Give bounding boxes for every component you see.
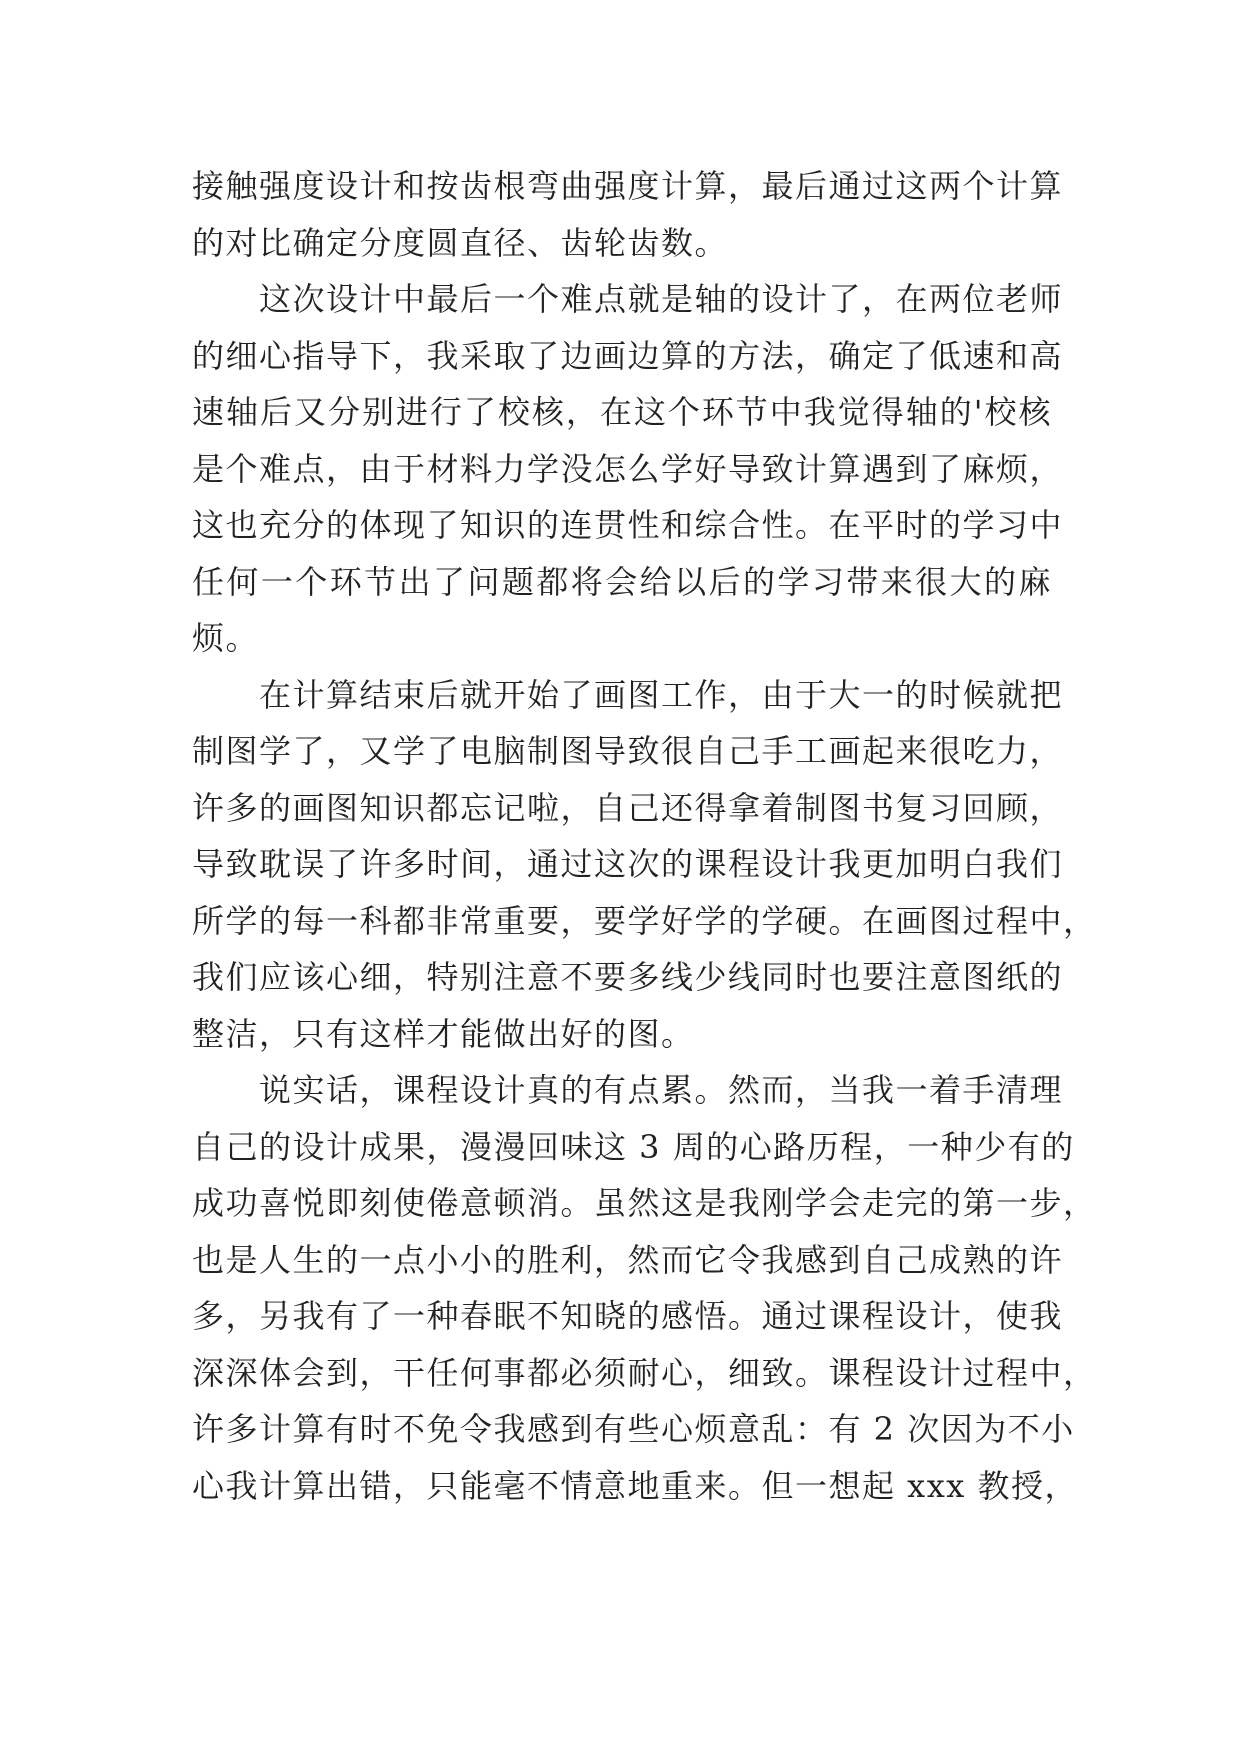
text-line: 是个难点，由于材料力学没怎么学好导致计算遇到了麻烦， — [192, 449, 1064, 488]
text-line: 许多的画图知识都忘记啦，自己还得拿着制图书复习回顾， — [192, 788, 1064, 827]
text-line: 这次设计中最后一个难点就是轴的设计了，在两位老师 — [192, 280, 1064, 318]
body-text — [192, 158, 1097, 1514]
text-line: 制图学了，又学了电脑制图导致很自己手工画起来很吃力， — [192, 732, 1064, 770]
text-line: 任何一个环节出了问题都将会给以后的学习带来很大的麻 — [192, 562, 1052, 601]
text-line: 自己的设计成果，漫漫回味这 3 周的心路历程，一种少有的 — [192, 1127, 1075, 1166]
text-line: 整洁，只有这样才能做出好的图。 — [192, 1014, 695, 1053]
text-line: 成功喜悦即刻使倦意顿消。虽然这是我刚学会走完的第一步， — [192, 1184, 1097, 1222]
text-line: 烦。 — [192, 619, 260, 657]
text-line: 多，另我有了一种春眠不知晓的感悟。通过课程设计，使我 — [192, 1297, 1064, 1335]
text-line: 在计算结束后就开始了画图工作，由于大一的时候就把 — [192, 675, 1064, 714]
text-line: 我们应该心细，特别注意不要多线少线同时也要注意图纸的 — [192, 958, 1064, 996]
text-line: 的细心指导下，我采取了边画边算的方法，确定了低速和高 — [192, 336, 1064, 375]
text-line: 深深体会到，干任何事都必须耐心，细致。课程设计过程中， — [192, 1353, 1097, 1392]
text-line: 许多计算有时不免令我感到有些心烦意乱：有 2 次因为不小 — [192, 1410, 1075, 1448]
text-line: 也是人生的一点小小的胜利，然而它令我感到自己成熟的许 — [192, 1240, 1064, 1279]
text-line: 导致耽误了许多时间，通过这次的课程设计我更加明白我们 — [192, 845, 1064, 883]
text-line: 速轴后又分别进行了校核，在这个环节中我觉得轴的'校核 — [192, 393, 1052, 431]
text-line: 接触强度设计和按齿根弯曲强度计算，最后通过这两个计算 — [192, 167, 1064, 205]
text-line: 心我计算出错，只能毫不情意地重来。但一想起 xxx 教授， — [192, 1466, 1078, 1505]
text-line: 的对比确定分度圆直径、齿轮齿数。 — [192, 223, 729, 262]
text-line: 说实话，课程设计真的有点累。然而，当我一着手清理 — [192, 1071, 1064, 1109]
text-line: 所学的每一科都非常重要，要学好学的学硬。在画图过程中， — [192, 901, 1097, 940]
text-line: 这也充分的体现了知识的连贯性和综合性。在平时的学习中 — [192, 506, 1064, 544]
